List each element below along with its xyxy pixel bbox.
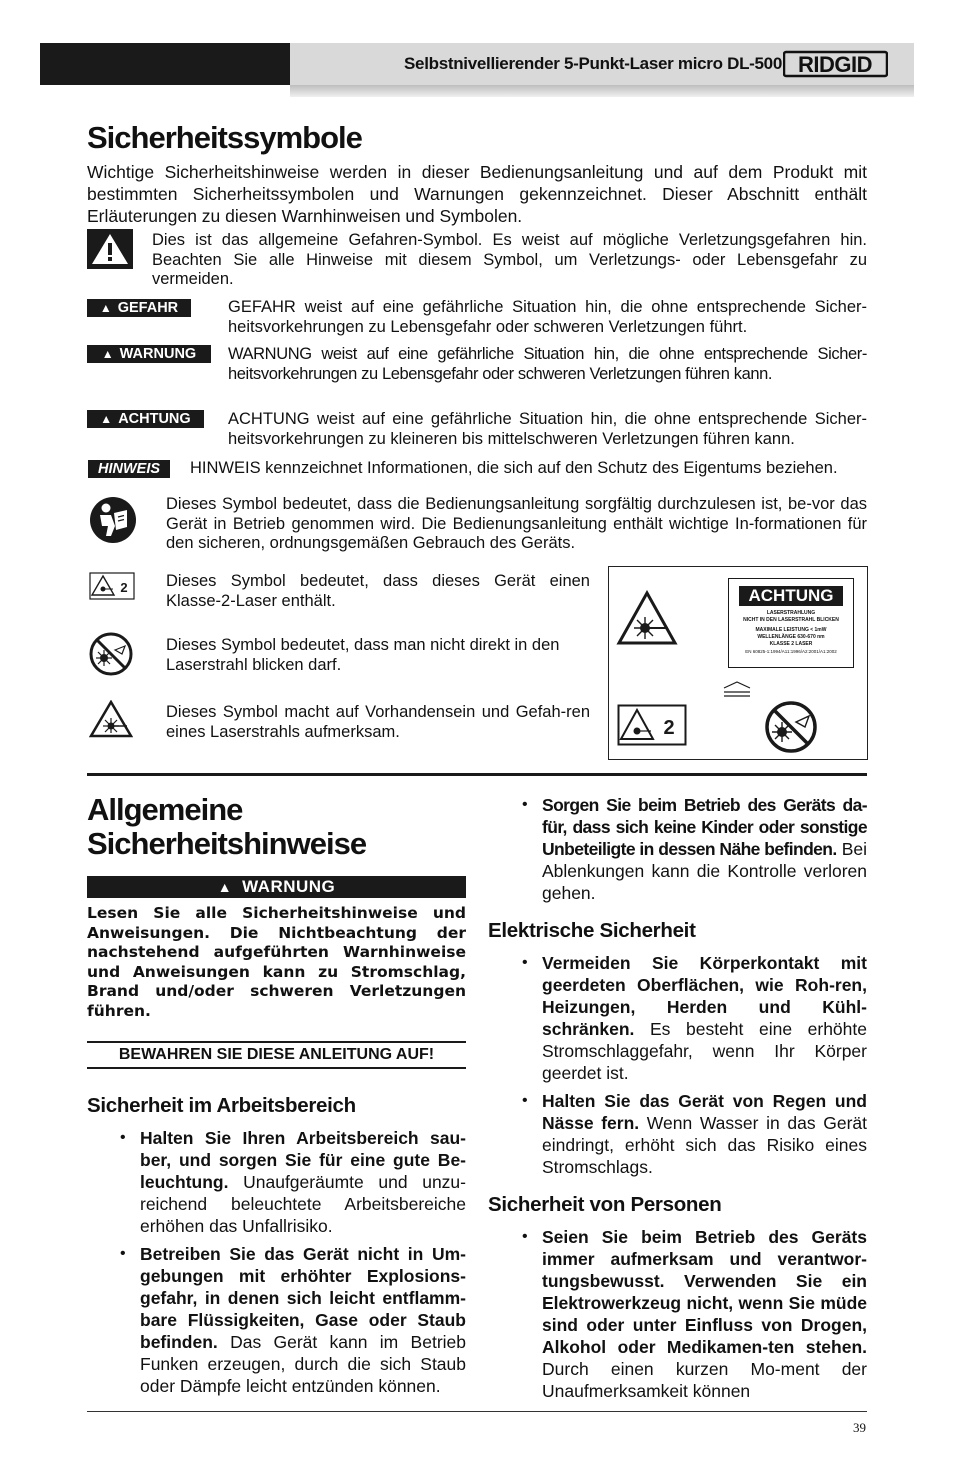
list-item: • Betreiben Sie das Gerät nicht in Um-gebungen mit erhöhter Explosions-gefahr, in denen sich leicht entflamm-bare Flüssigkeiten, Gase oder Staub befinden. Das Gerät kann im Betrieb Funken erzeugen, durch die sich Staub oder Dämpfe leicht entzünden können.	[120, 1244, 466, 1396]
section-title-safety-symbols: Sicherheitssymbole	[87, 120, 362, 155]
label-laser-triangle-icon	[616, 590, 678, 646]
warning-triangle-icon: ▲	[100, 412, 113, 426]
electrical-safety-title: Elektrische Sicherheit	[488, 919, 696, 942]
label-line-2: NICHT IN DEN LASERSTRAHL BLICKEN	[743, 617, 839, 623]
label-line-1: LASERSTRAHLUNG	[766, 610, 816, 616]
general-hazard-icon	[87, 229, 133, 269]
warning-triangle-icon: ▲	[99, 301, 112, 315]
warnung-signal: ▲ WARNUNG	[87, 345, 211, 363]
keep-instructions-banner: BEWAHREN SIE DIESE ANLEITUNG AUF!	[87, 1041, 466, 1069]
list-item: • Vermeiden Sie Körperkontakt mit geerdeten Oberflächen, wie Roh-ren, Heizungen, Herden und Kühl-schränken. Es besteht eine erhöhte Stromschlaggefahr, wenn Ihr Körper geerdet ist.	[522, 953, 867, 1083]
work-area-title: Sicherheit im Arbeitsbereich	[87, 1094, 356, 1117]
general-symbol-text: Dies ist das allgemeine Gefahren-Symbol. Es weist auf mögliche Verletzungsgefahren hin. Beachten Sie alle Hinweise mit diesem Symbol, um Verletzungs- oder Lebensgefahr zu vermeiden.	[152, 231, 867, 288]
list-item: • Sorgen Sie beim Betrieb des Geräts da-für, dass sich keine Kinder oder sonstige Unbeteiligte in dessen Nähe befinden. Bei Ablenkungen kann die Kontrolle verloren gehen.	[522, 795, 867, 903]
achtung-signal: ▲ ACHTUNG	[87, 410, 204, 428]
label-line-3: MAXIMALE LEISTUNG < 1mW	[755, 627, 827, 633]
laser-warning-icon	[89, 700, 133, 738]
label-aperture-icon	[722, 680, 752, 698]
label-line-6: EN 60825-1:1994/A11:1996/A2:2001/A1:2002	[745, 649, 837, 654]
read-manual-text: Dieses Symbol bedeutet, dass die Bedienungsanleitung sorgfältig durchzulesen ist, be-vor das Gerät in Betrieb genommen wird. Die Bedienungsanleitung enthält wichtige In-formationen für den sicheren, ordnungsgemäßen Gebrauch des Geräts.	[166, 495, 867, 552]
warning-body-text: Lesen Sie alle Sicherheitshinweise und Anweisungen. Die Nichtbeachtung der nachstehend aufgeführten Warnhinweise und Anweisungen kann zu Stromschlag, Brand und/oder schweren Verletzungen führen.	[87, 904, 466, 1020]
svg-text:2: 2	[663, 717, 675, 739]
no-stare-laser-icon	[89, 632, 133, 676]
warning-triangle-icon: ▲	[217, 879, 233, 895]
warning-bar: ▲ WARNUNG	[87, 876, 466, 898]
label-line-5: KLASSE 2 LASER	[769, 641, 813, 647]
label-line-4: WELLENLÄNGE 630-670 nm	[757, 634, 825, 640]
footer-rule	[87, 1411, 867, 1412]
intro-paragraph: Wichtige Sicherheitshinweise werden in dieser Bedienungsanleitung und auf dem Produkt mit bestimmten Sicherheitssymbolen und Warnungen gekennzeichnet. Dieser Abschnitt enthält Erläuterungen zu diesen Warnhinweisen und Symbolen.	[87, 162, 867, 226]
label-no-stare-icon	[764, 700, 818, 754]
list-item: • Seien Sie beim Betrieb des Geräts immer aufmerksam und verantwor-tungsbewusst. Verwenden Sie ein Elektrowerkzeug nicht, wenn Sie müde sind oder unter Einfluss von Drogen, Alkohol oder Medikamen-ten stehen. Durch einen kurzen Mo-ment der Unaufmerksamkeit können	[522, 1227, 867, 1401]
list-item: • Halten Sie das Gerät von Regen und Nässe fern. Wenn Wasser in das Gerät eindringt, erhöht sich das Risiko eines Stromschlags.	[522, 1091, 867, 1177]
class2-laser-text: Dieses Symbol bedeutet, dass dieses Gerät einen Klasse-2-Laser enthält.	[166, 572, 590, 610]
svg-text:2: 2	[120, 580, 128, 595]
label-class2-icon	[617, 704, 687, 746]
read-manual-icon	[89, 496, 137, 544]
no-stare-text: Dieses Symbol bedeutet, dass man nicht direkt in den Laserstrahl blicken darf.	[166, 636, 560, 674]
warning-triangle-icon: ▲	[101, 347, 114, 361]
svg-text:RIDGID: RIDGID	[798, 52, 872, 77]
section-divider	[87, 773, 867, 776]
list-item: • Halten Sie Ihren Arbeitsbereich sau-ber, und sorgen Sie für eine gute Be-leuchtung. Unaufgeräumte und unzu-reichend beleuchtete Arbeitsbereiche erhöhen das Unfallrisiko.	[120, 1128, 466, 1236]
personal-safety-title: Sicherheit von Personen	[488, 1193, 722, 1216]
section-title-general-safety: Allgemeine Sicherheitshinweise	[87, 792, 367, 861]
header-shadow	[290, 85, 914, 97]
gefahr-signal: ▲ GEFAHR	[87, 299, 191, 317]
header-title: Selbstnivellierender 5-Punkt-Laser micro DL-500	[404, 54, 782, 73]
label-achtung-panel	[728, 578, 854, 668]
laser-warning-text: Dieses Symbol macht auf Vorhandensein und Gefah-ren eines Laserstrahls aufmerksam.	[166, 703, 590, 741]
hinweis-signal: HINWEIS	[88, 460, 170, 478]
header-black-block	[40, 43, 290, 85]
hinweis-text: HINWEIS kennzeichnet Informationen, die sich auf den Schutz des Eigentums beziehen.	[190, 459, 838, 477]
achtung-text: ACHTUNG weist auf eine gefährliche Situation hin, die ohne entsprechende Sicher-heitsvorkehrungen zu kleineren bis mittelschweren Verletzungen führen kann.	[228, 410, 867, 448]
warnung-text: WARNUNG weist auf eine gefährliche Situation hin, die ohne entsprechende Sicher-heitsvorkehrungen zu Lebensgefahr oder schweren Verletzungen führen kann.	[228, 345, 867, 383]
label-achtung-heading: ACHTUNG	[739, 586, 843, 606]
gefahr-text: GEFAHR weist auf eine gefährliche Situation hin, die ohne entsprechende Sicher-heitsvorkehrungen zu Lebensgefahr oder schweren Verletzungen führt.	[228, 298, 867, 336]
page-number: 39	[853, 1420, 866, 1435]
ridgid-logo	[783, 50, 888, 78]
class2-laser-icon	[89, 572, 135, 600]
